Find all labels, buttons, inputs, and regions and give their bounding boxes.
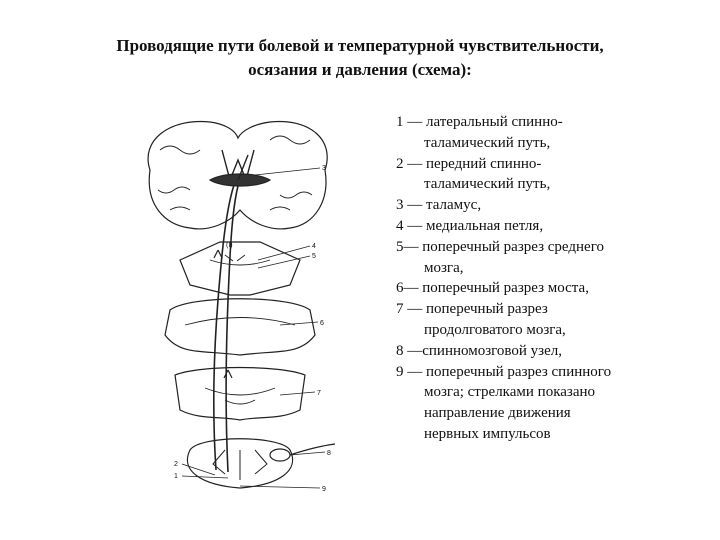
lateral-tract: [214, 185, 234, 470]
spinal-ganglion: [270, 449, 290, 461]
legend-item: [396, 362, 696, 445]
legend-line: 2 — передний спинно-: [396, 155, 542, 172]
diagram-title: [40, 34, 680, 82]
fig-label-9: 9: [322, 486, 326, 493]
legend-item: [396, 299, 696, 341]
anterior-tract: [226, 186, 238, 472]
legend-line: 7 — поперечный разрез: [396, 301, 548, 318]
title-line-1: Проводящие пути болевой и температурной чувствительности,: [116, 36, 604, 55]
legend-item: [396, 237, 696, 279]
legend-line: 9 — поперечный разрез спинного: [396, 363, 612, 380]
legend-line: 5— поперечный разрез среднего: [396, 238, 604, 255]
fig-label-2: 2: [174, 461, 178, 468]
legend-item: [396, 195, 696, 216]
legend-item: [396, 154, 696, 196]
fig-label-3: 3: [322, 165, 326, 172]
legend-item: [396, 112, 696, 154]
legend-line: направление движения: [424, 405, 571, 422]
legend-item: [396, 341, 696, 362]
legend-line: продолговатого мозга,: [424, 321, 566, 338]
fig-label-1: 1: [174, 473, 178, 480]
fig-label-4: 4: [312, 243, 316, 250]
legend-line: 4 — медиальная петля,: [396, 217, 544, 234]
legend-line: мозга; стрелками показано: [424, 384, 596, 401]
midbrain-section: [180, 242, 300, 295]
legend-line: 6— поперечный разрез моста,: [396, 280, 589, 297]
pons-section: [165, 299, 315, 355]
legend-item: [396, 278, 696, 299]
legend-line: таламический путь,: [424, 176, 551, 193]
legend-line: мозга,: [424, 259, 464, 276]
fig-label-5: 5: [312, 253, 316, 260]
pathway-diagram: [130, 110, 350, 530]
fig-label-7: 7: [317, 390, 321, 397]
title-line-2: осязания и давления (схема):: [248, 60, 472, 79]
legend-list: [396, 112, 696, 445]
legend-line: 8 —спинномозговой узел,: [396, 342, 563, 359]
fig-label-8: 8: [327, 450, 331, 457]
legend-line: таламический путь,: [424, 134, 551, 151]
fig-label-i: (I): [226, 242, 233, 249]
arrow-up-2: [224, 370, 232, 378]
medulla-section: [175, 368, 305, 421]
legend-line: нервных импульсов: [424, 425, 551, 442]
legend-line: 3 — таламус,: [396, 197, 482, 214]
legend-item: [396, 216, 696, 237]
fig-label-6: 6: [320, 320, 324, 327]
legend-line: 1 — латеральный спинно-: [396, 114, 563, 130]
arrow-up-1: [214, 250, 222, 258]
